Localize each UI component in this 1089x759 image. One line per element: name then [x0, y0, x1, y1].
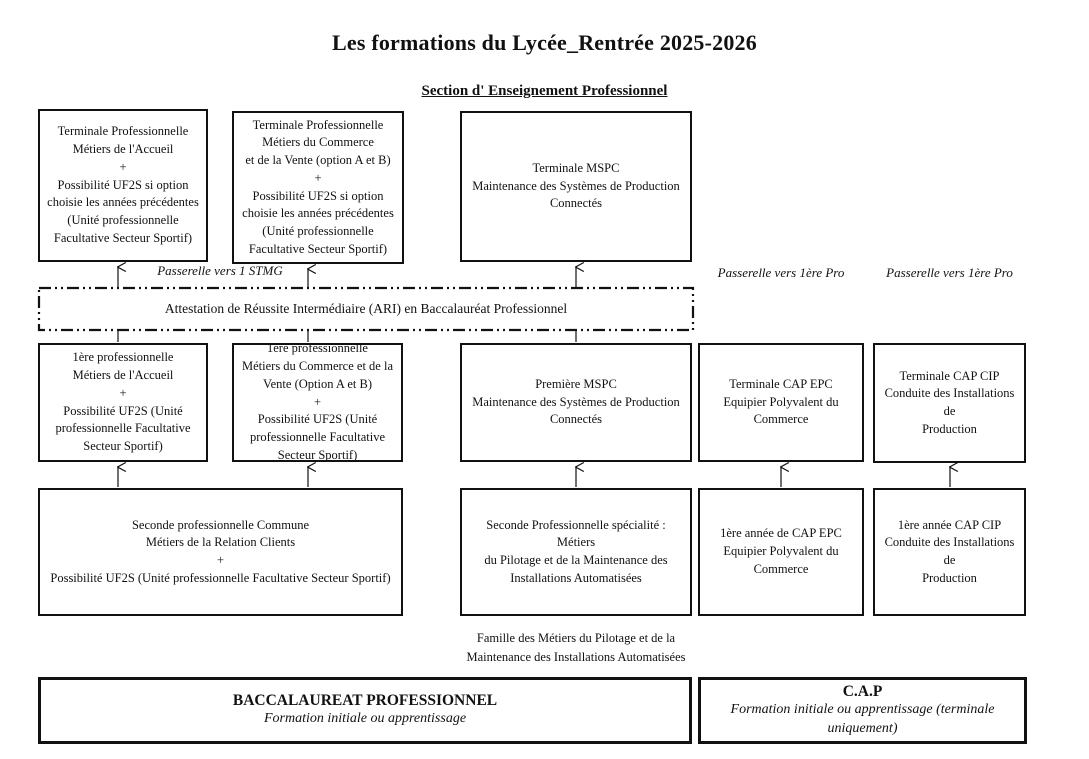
footer-bac-professionnel [38, 677, 692, 744]
label-passerelle-stmg: Passerelle vers 1 STMG [157, 263, 283, 278]
footer-cap [698, 677, 1027, 744]
caption-famille-metiers: Famille des Métiers du Pilotage et de la Maintenance des Installations Automatisées [466, 631, 686, 664]
box-cap-epc-annee1: 1ère année de CAP EPC Equipier Polyvalent du Commerce [698, 488, 864, 616]
footer-bac-subtitle: Formation initiale ou apprentissage [263, 711, 467, 727]
box-terminale-accueil: Terminale Professionnelle Métiers de l'Accueil + Possibilité UF2S si option choisie les années précédentes (Unité professionnelle Facultative Secteur Sportif) [38, 109, 208, 262]
footer-bac-title: BACCALAUREAT PROFESSIONNEL [232, 692, 498, 710]
box-terminale-mspc: Terminale MSPC Maintenance des Systèmes de Production Connectés [460, 111, 692, 262]
box-terminale-commerce: Terminale Professionnelle Métiers du Commerce et de la Vente (option A et B) + Possibilité UF2S si option choisie les années précédentes (Unité professionnelle Facultative Secteur Sportif) [232, 111, 404, 264]
label-passerelle-pro-right: Passerelle vers 1ère Pro [886, 265, 1013, 280]
box-seconde-pilotage: Seconde Professionnelle spécialité : Métiers du Pilotage et de la Maintenance des Installations Automatisées [460, 488, 692, 616]
footer-cap-subtitle: Formation initiale ou apprentissage (terminale uniquement) [730, 702, 995, 736]
box-cap-cip-annee1: 1ère année CAP CIP Conduite des Installations de Production [873, 488, 1026, 616]
box-premiere-mspc: Première MSPC Maintenance des Systèmes de Production Connectés [460, 343, 692, 462]
footer-cap-title: C.A.P [842, 683, 883, 701]
section-heading: Section d' Enseignement Professionnel [421, 83, 668, 99]
box-terminale-cap-cip: Terminale CAP CIP Conduite des Installations de Production [873, 343, 1026, 463]
label-passerelle-pro-left: Passerelle vers 1ère Pro [717, 265, 845, 280]
box-premiere-commerce: 1ère professionnelle Métiers du Commerce et de la Vente (Option A et B) + Possibilité UF2S (Unité professionnelle Facultative Secteur Sportif) [232, 343, 403, 462]
page-title: Les formations du Lycée_Rentrée 2025-2026 [332, 30, 757, 55]
box-seconde-commune: Seconde professionnelle Commune Métiers de la Relation Clients + Possibilité UF2S (Unité professionnelle Facultative Secteur Sportif) [38, 488, 403, 616]
box-premiere-accueil: 1ère professionnelle Métiers de l'Accueil + Possibilité UF2S (Unité professionnelle Facultative Secteur Sportif) [38, 343, 208, 462]
ari-attestation-band: Attestation de Réussite Intermédiaire (ARI) en Baccalauréat Professionnel [164, 301, 568, 316]
box-terminale-cap-epc: Terminale CAP EPC Equipier Polyvalent du Commerce [698, 343, 864, 462]
